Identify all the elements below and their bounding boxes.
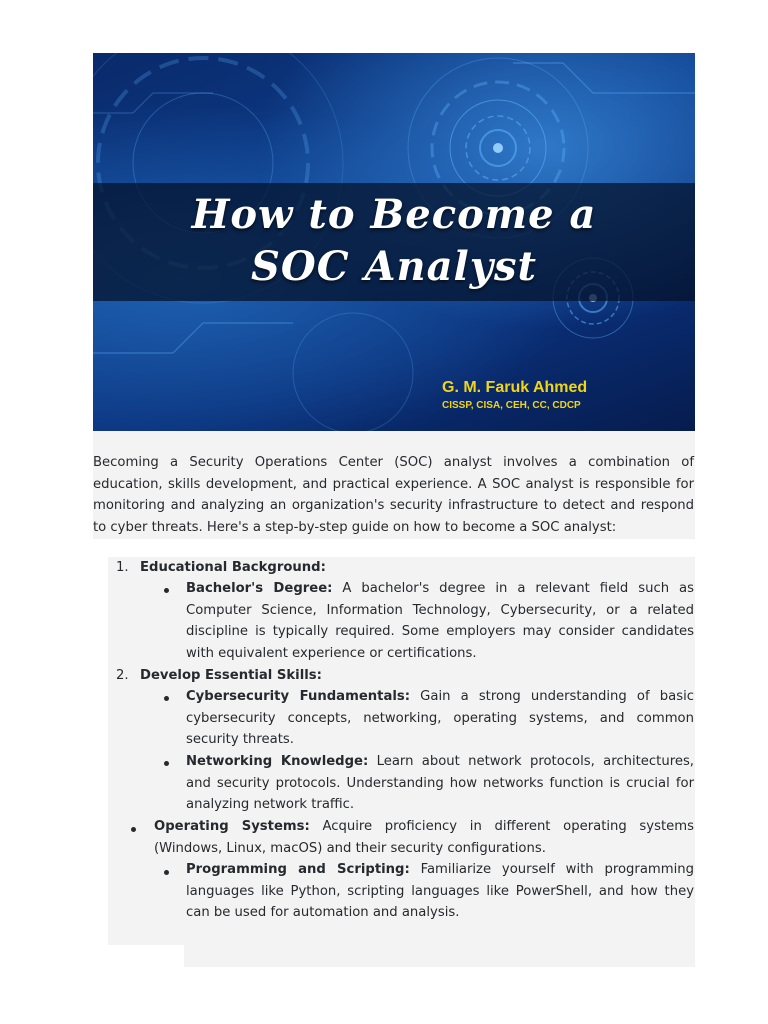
- step-heading: Develop Essential Skills:: [140, 668, 322, 683]
- step-heading: Educational Background:: [140, 560, 326, 575]
- author-credentials: CISSP, CISA, CEH, CC, CDCP: [442, 400, 581, 411]
- list-item: [186, 578, 694, 664]
- intro-paragraph: Becoming a Security Operations Center (SOC) analyst involves a combination of education, skills development, and practical experience. A SOC analyst is responsible for monitoring and analyzing an organization's security infrastructure to detect and respond to cyber threats. Here's a step-by-step guide on how to become a SOC analyst:: [93, 455, 694, 535]
- list-background-notch: [108, 945, 184, 967]
- bullet-dot: [164, 870, 169, 875]
- bullet-dot: [164, 761, 169, 766]
- author-name: G. M. Faruk Ahmed: [442, 379, 588, 396]
- item-label: Cybersecurity Fundamentals:: [186, 689, 411, 704]
- item-label: Programming and Scripting:: [186, 862, 410, 877]
- item-text: Familiarize yourself with programming languages like Python, scripting languages like PowerShell, and how they can be used for automation and analysis.: [186, 862, 694, 920]
- bullet-dot: [164, 696, 169, 701]
- cover-title-line-2: SOC Analyst: [251, 243, 537, 290]
- bullet-dot: [131, 827, 136, 832]
- step-number: 2.: [116, 668, 129, 683]
- item-text: Gain a strong understanding of basic cybersecurity concepts, networking, operating systems, and common security threats.: [186, 689, 694, 747]
- list-item: [186, 751, 694, 816]
- bullet-dot: [164, 588, 169, 593]
- list-item: [186, 859, 694, 924]
- item-label: Networking Knowledge:: [186, 754, 369, 769]
- item-text: A bachelor's degree in a relevant field such as Computer Science, Information Technology, Cybersecurity, or a related discipline is typically required. Some employers may consider candidates with equivalent experience or certifications.: [186, 581, 694, 661]
- cover-title: [93, 189, 695, 293]
- item-label: Operating Systems:: [154, 819, 310, 834]
- cover-title-line-1: How to Become a: [191, 191, 597, 238]
- item-text: Learn about network protocols, architectures, and security protocols. Understanding how networks function is crucial for analyzing network traffic.: [186, 754, 695, 812]
- list-item: [186, 686, 694, 751]
- cover-banner: [93, 53, 695, 431]
- list-item: [154, 816, 694, 859]
- step-number: 1.: [116, 560, 129, 575]
- item-label: Bachelor's Degree:: [186, 581, 333, 596]
- item-text: Acquire proficiency in different operating systems (Windows, Linux, macOS) and their security configurations.: [154, 819, 694, 856]
